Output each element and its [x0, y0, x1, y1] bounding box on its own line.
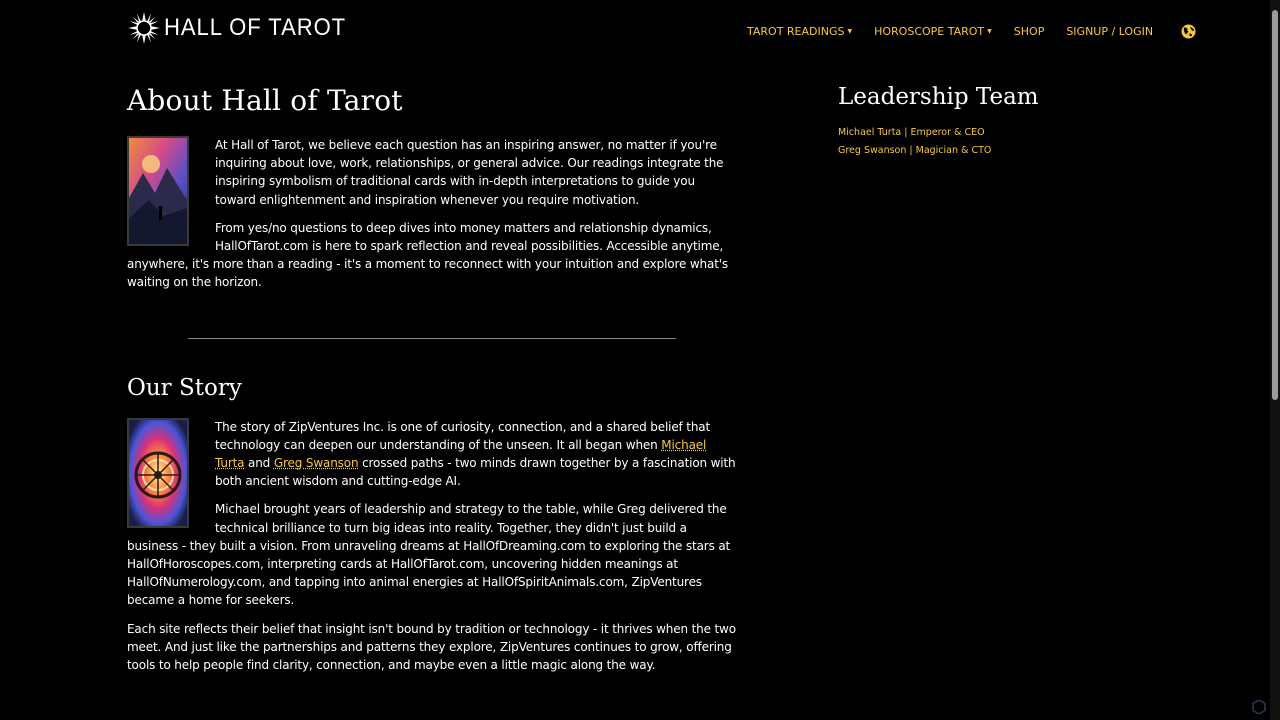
- story-title: Our Story: [127, 374, 242, 401]
- tarot-card-image-wheel: [127, 418, 189, 528]
- nav-label: SIGNUP / LOGIN: [1066, 25, 1154, 38]
- globe-icon[interactable]: [1181, 24, 1196, 39]
- hexagon-logo-icon: [1252, 700, 1266, 714]
- nav-label: HOROSCOPE TAROT: [874, 25, 985, 38]
- story-section: [127, 418, 737, 675]
- main-nav: [747, 24, 1196, 39]
- michael-turta-link[interactable]: Michael Turta: [215, 437, 707, 471]
- site-logo[interactable]: [128, 12, 362, 44]
- site-header: [0, 0, 1280, 60]
- nav-label: TAROT READINGS: [747, 25, 845, 38]
- team-member-link-michael[interactable]: Michael Turta | Emperor & CEO: [838, 127, 985, 138]
- page-title: About Hall of Tarot: [127, 84, 403, 117]
- watermark: [1252, 700, 1266, 714]
- caret-down-icon: ▼: [847, 28, 853, 35]
- nav-tarot-readings[interactable]: [747, 25, 852, 38]
- mountain-card-art: [129, 138, 187, 244]
- tarot-card-image-mountain: [127, 136, 189, 246]
- story-text: crossed paths - two minds drawn together by a fascination with both ancient wisdom and cutting-edge AI.: [215, 456, 736, 489]
- wheel-card-art: [129, 420, 187, 526]
- about-paragraph-2: From yes/no questions to deep dives into money matters and relationship dynamics, HallOfTarot.com is here to spark reflection and reveal possibilities. Accessible anytime, anywhere, it's more than a reading - it's a moment to reconnect with your intuition and explore what's waiting on the horizon.: [127, 220, 729, 290]
- main-content: [127, 84, 737, 684]
- nav-shop[interactable]: [1014, 25, 1045, 38]
- nav-signup-login[interactable]: [1066, 25, 1153, 38]
- logo-text: HALL OF TAROT: [164, 14, 347, 41]
- sidebar: [838, 84, 1138, 160]
- about-paragraph-1: At Hall of Tarot, we believe each question has an inspiring answer, no matter if you're inquiring about love, work, relationships, or general advice. Our readings integrate the inspiring symbolism of traditional cards with in-depth interpretations to guide you toward enlightenment and inspiration whenever you require motivation.: [215, 138, 724, 207]
- story-text: and: [244, 456, 274, 471]
- nav-horoscope-tarot[interactable]: [874, 25, 992, 38]
- story-text: The story of ZipVentures Inc. is one of curiosity, connection, and a shared belief that technology can deepen our understanding of the unseen. It all began when: [215, 419, 711, 452]
- nav-label: SHOP: [1013, 25, 1045, 38]
- scrollbar-thumb[interactable]: [1272, 10, 1278, 400]
- section-divider: [188, 338, 676, 339]
- story-paragraph-2: Michael brought years of leadership and strategy to the table, while Greg delivered the technical brilliance to turn big ideas into reality. Together, they didn't just build a business - they built a vision. From unraveling dreams at HallOfDreaming.com to exploring the stars at HallOfHoroscopes.com, interpreting cards at HallOfTarot.com, uncovering hidden meanings at HallOfNumerology.com, and tapping into animal energies at HallOfSpiritAnimals.com, ZipVentures became a home for seekers.: [127, 502, 731, 608]
- story-paragraph-3: Each site reflects their belief that insight isn't bound by tradition or technology - it thrives when the two meet. And just like the partnerships and patterns they explore, ZipVentures continues to grow, offering tools to help people find clarity, connection, and maybe even a little magic along the way.: [127, 621, 736, 673]
- caret-down-icon: ▼: [987, 28, 992, 35]
- story-paragraph-1: [127, 418, 737, 491]
- page-scrollbar[interactable]: [1270, 0, 1280, 720]
- greg-swanson-link[interactable]: Greg Swanson: [273, 456, 359, 471]
- leadership-title: Leadership Team: [838, 84, 1039, 110]
- about-section: [127, 136, 737, 292]
- team-member-link-greg[interactable]: Greg Swanson | Magician & CTO: [838, 145, 992, 156]
- sun-logo-icon: [128, 12, 160, 44]
